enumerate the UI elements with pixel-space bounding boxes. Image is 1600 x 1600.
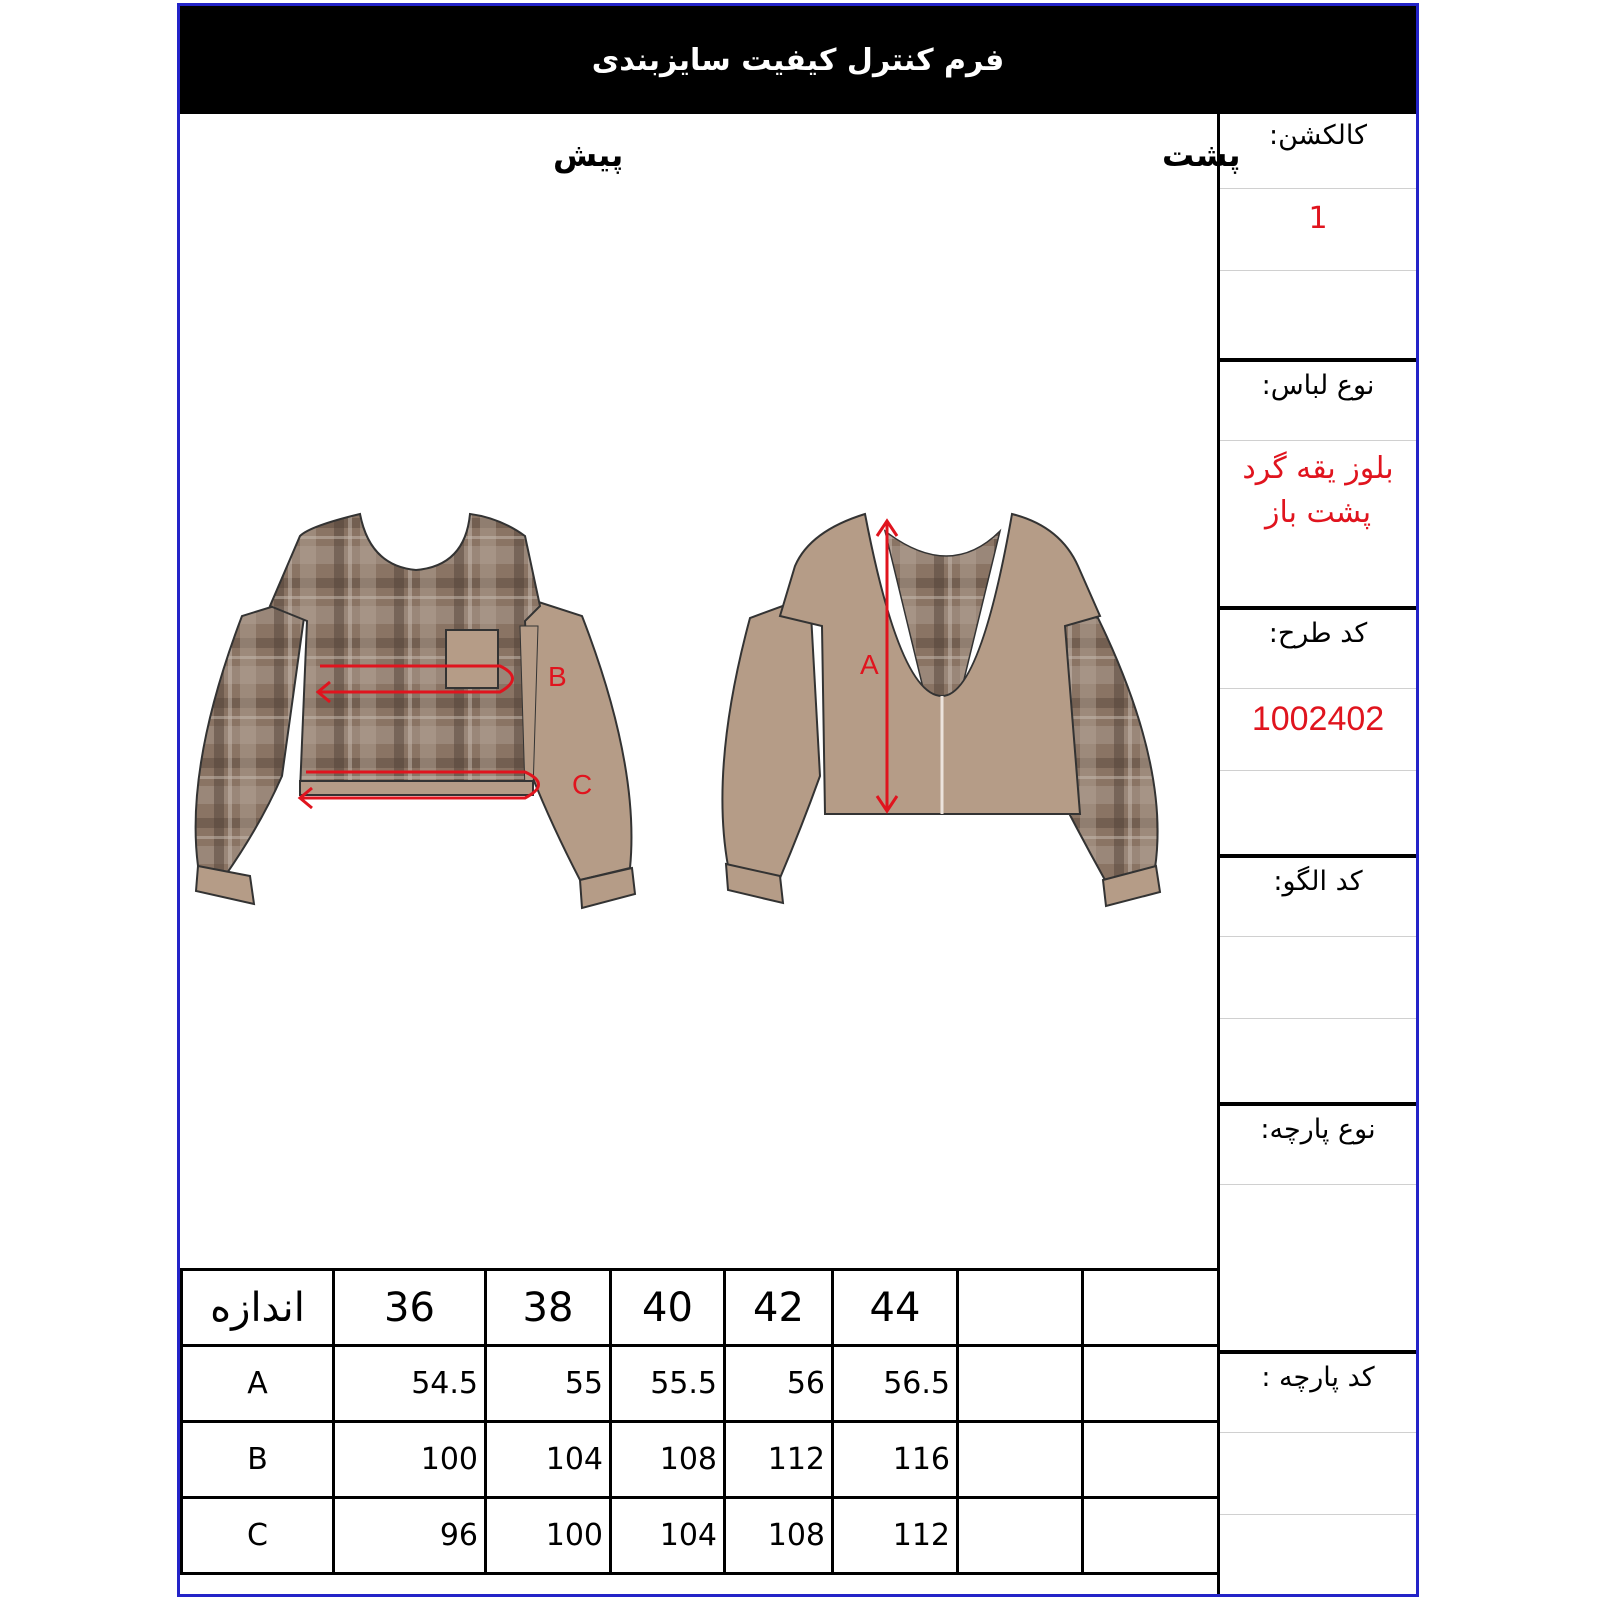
design-code-section: [1220, 606, 1416, 854]
fabric-code-section: [1220, 1350, 1416, 1594]
collection-label: کالکشن:: [1269, 120, 1367, 151]
back-left-sleeve: [722, 596, 820, 878]
measure-cell: [958, 1346, 1083, 1422]
collection-value: 1: [1308, 201, 1328, 236]
design-code-label: کد طرح:: [1268, 618, 1368, 649]
measure-cell: 108: [611, 1422, 725, 1498]
measure-cell: 56: [725, 1346, 833, 1422]
measure-cell: 54.5: [334, 1346, 486, 1422]
fabric-code-label: کد پارچه :: [1261, 1362, 1375, 1393]
measure-row-label: A: [182, 1346, 334, 1422]
garment-type-value-line2: پشت باز: [1264, 495, 1372, 530]
form-title: فرم کنترل کیفیت سایزبندی: [591, 42, 1005, 78]
measure-cell: 55.5: [611, 1346, 725, 1422]
table-row: [182, 1498, 1219, 1574]
front-hem-band: [300, 781, 533, 795]
measure-c-label: C: [572, 769, 593, 800]
measure-cell: 104: [611, 1498, 725, 1574]
garment-type-section: [1220, 358, 1416, 606]
garment-type-label: نوع لباس:: [1261, 370, 1375, 401]
info-sidebar: [1217, 114, 1416, 1594]
measure-cell: 56.5: [833, 1346, 958, 1422]
measure-cell: 112: [725, 1422, 833, 1498]
measure-cell: 55: [486, 1346, 611, 1422]
pattern-code-section: [1220, 854, 1416, 1102]
measure-row-label: C: [182, 1498, 334, 1574]
size-header-cell: 44: [833, 1270, 958, 1346]
size-header-cell: 38: [486, 1270, 611, 1346]
pattern-code-label: کد الگو:: [1273, 866, 1363, 897]
measure-cell: 100: [486, 1498, 611, 1574]
table-row: [182, 1346, 1219, 1422]
front-view-label: پیش: [553, 136, 624, 174]
size-table: [180, 1268, 1220, 1575]
measure-cell: [958, 1498, 1083, 1574]
size-header-cell: 40: [611, 1270, 725, 1346]
fabric-type-label: نوع پارچه:: [1260, 1114, 1376, 1145]
size-header-cell: 42: [725, 1270, 833, 1346]
front-garment: [196, 514, 635, 908]
measure-cell: 116: [833, 1422, 958, 1498]
measure-cell: [1083, 1346, 1219, 1422]
garment-type-value-line1: بلوز یقه گرد: [1242, 451, 1394, 486]
measure-cell: 108: [725, 1498, 833, 1574]
size-header-cell: [958, 1270, 1083, 1346]
measure-cell: [958, 1422, 1083, 1498]
measure-row-label: B: [182, 1422, 334, 1498]
measure-cell: 112: [833, 1498, 958, 1574]
garment-drawing: [180, 6, 1220, 1268]
measure-a-label: A: [860, 649, 879, 680]
collection-section: [1220, 110, 1416, 358]
measure-cell: 96: [334, 1498, 486, 1574]
measure-cell: 100: [334, 1422, 486, 1498]
size-header-row: [182, 1270, 1219, 1346]
size-header-cell: [1083, 1270, 1219, 1346]
measure-cell: 104: [486, 1422, 611, 1498]
front-pocket: [446, 630, 498, 688]
front-left-sleeve: [196, 596, 307, 876]
fabric-type-section: [1220, 1102, 1416, 1350]
front-left-cuff: [196, 866, 254, 904]
measure-b-label: B: [548, 661, 567, 692]
qc-sheet: [177, 3, 1419, 1597]
table-row: [182, 1422, 1219, 1498]
front-body: [270, 514, 540, 791]
measure-cell: [1083, 1498, 1219, 1574]
size-header-label: اندازه: [182, 1270, 334, 1346]
back-view-label: پشت: [1162, 136, 1241, 174]
size-header-cell: 36: [334, 1270, 486, 1346]
design-code-value: 1002402: [1251, 700, 1385, 738]
back-garment: [722, 514, 1160, 906]
measure-cell: [1083, 1422, 1219, 1498]
